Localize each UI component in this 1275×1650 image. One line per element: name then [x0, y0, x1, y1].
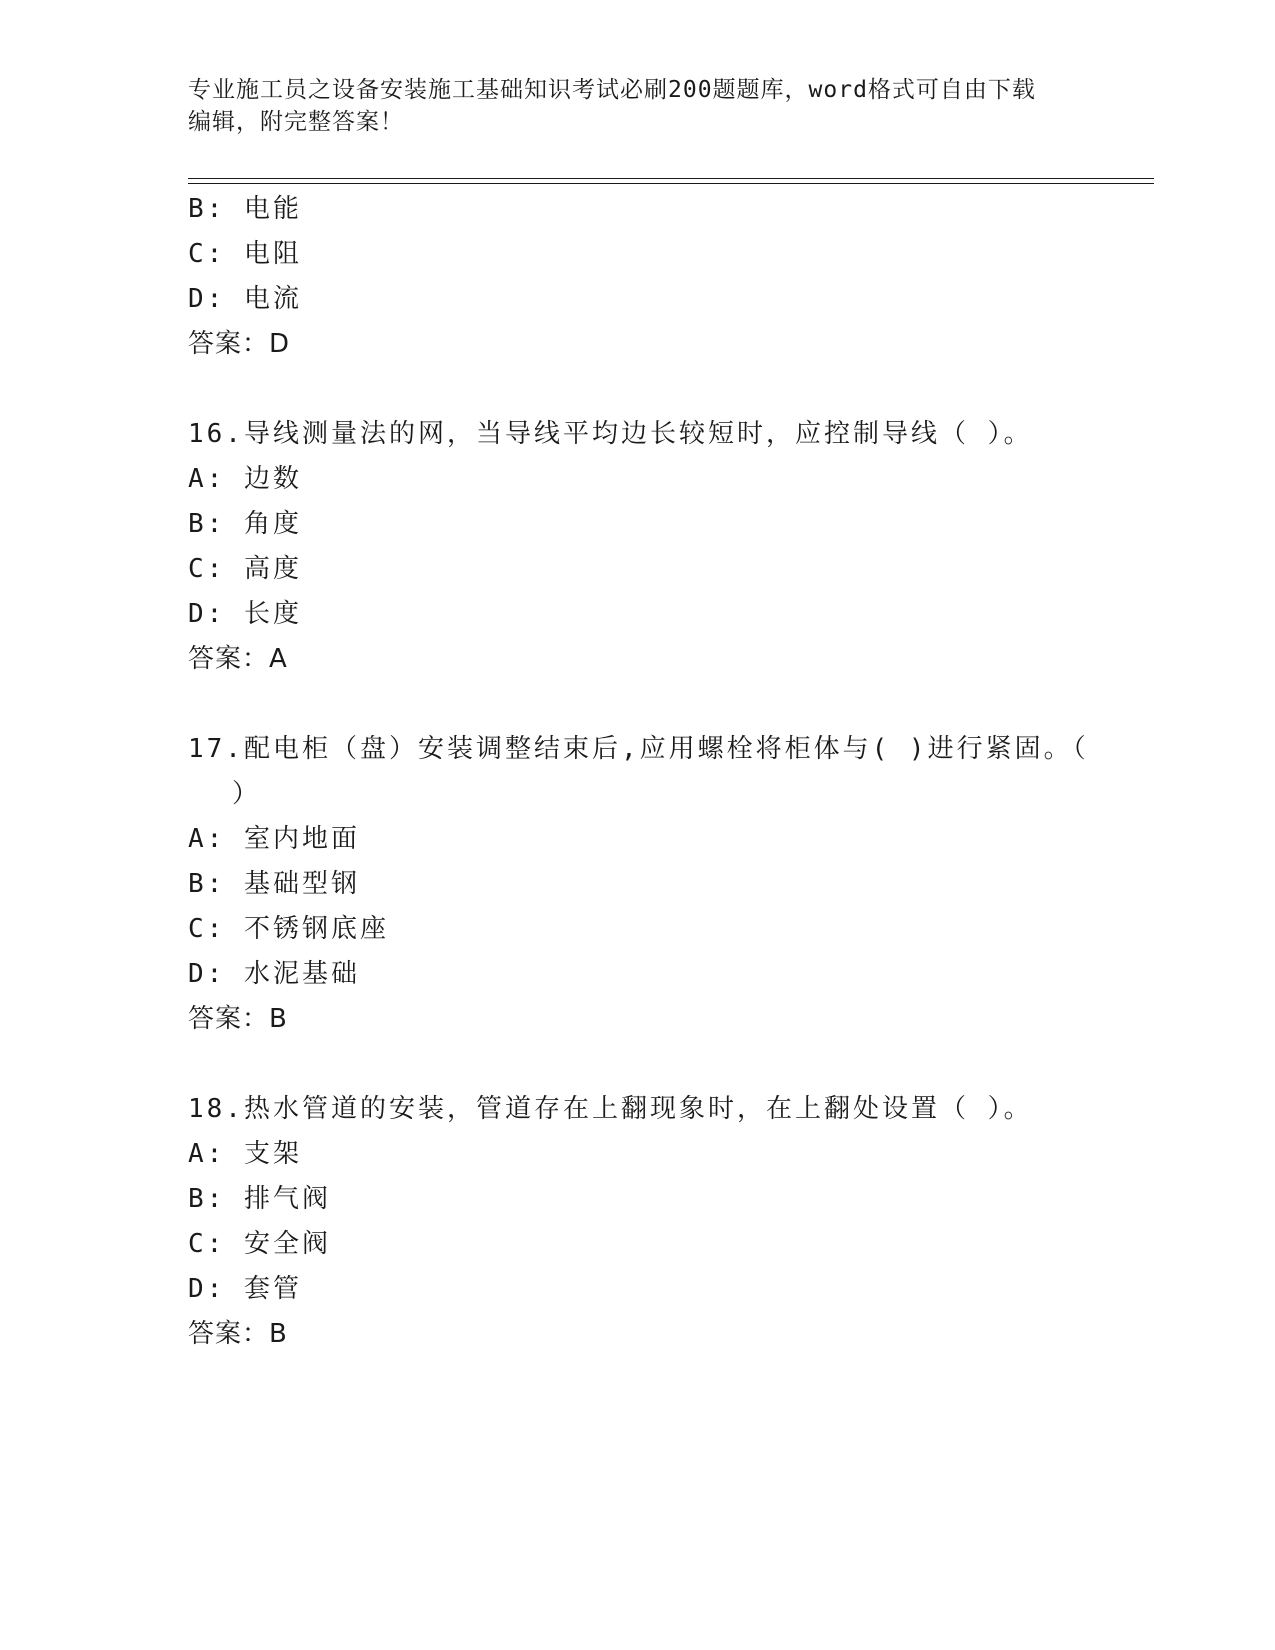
q17-question-line1: 17.配电柜（盘）安装调整结束后,应用螺栓将柜体与( )进行紧固。（	[188, 734, 1089, 764]
q16-option-a: A: 边数	[188, 464, 302, 494]
q16-option-c: C: 高度	[188, 554, 302, 584]
q16-question: 16.导线测量法的网，当导线平均边长较短时，应控制导线（ ）。	[188, 419, 1033, 449]
q16-option-d: D: 长度	[188, 599, 302, 629]
q17-option-d: D: 水泥基础	[188, 959, 360, 989]
q15-option-c: C: 电阻	[188, 239, 302, 269]
header-title-line1: 专业施工员之设备安装施工基础知识考试必刷200题题库，word格式可自由下载	[188, 77, 1036, 103]
header-title-line2: 编辑，附完整答案！	[188, 109, 404, 135]
q15-answer: 答案：D	[188, 329, 291, 359]
q18-answer: 答案：B	[188, 1319, 288, 1349]
q18-option-b: B: 排气阀	[188, 1184, 331, 1214]
q17-option-c: C: 不锈钢底座	[188, 914, 389, 944]
q15-option-b: B: 电能	[188, 194, 302, 224]
q17-option-a: A: 室内地面	[188, 824, 360, 854]
q16-option-b: B: 角度	[188, 509, 302, 539]
q17-option-b: B: 基础型钢	[188, 869, 360, 899]
q18-option-a: A: 支架	[188, 1139, 302, 1169]
q18-option-d: D: 套管	[188, 1274, 302, 1304]
q17-question-line2: ）	[232, 779, 262, 809]
header-divider-top	[188, 178, 1154, 179]
header-divider-bottom	[188, 183, 1154, 184]
q17-answer: 答案：B	[188, 1004, 288, 1034]
q18-option-c: C: 安全阀	[188, 1229, 331, 1259]
q16-answer: 答案：A	[188, 644, 288, 674]
document-header	[188, 74, 1088, 138]
q15-option-d: D: 电流	[188, 284, 302, 314]
q18-question: 18.热水管道的安装，管道存在上翻现象时，在上翻处设置（ ）。	[188, 1094, 1033, 1124]
